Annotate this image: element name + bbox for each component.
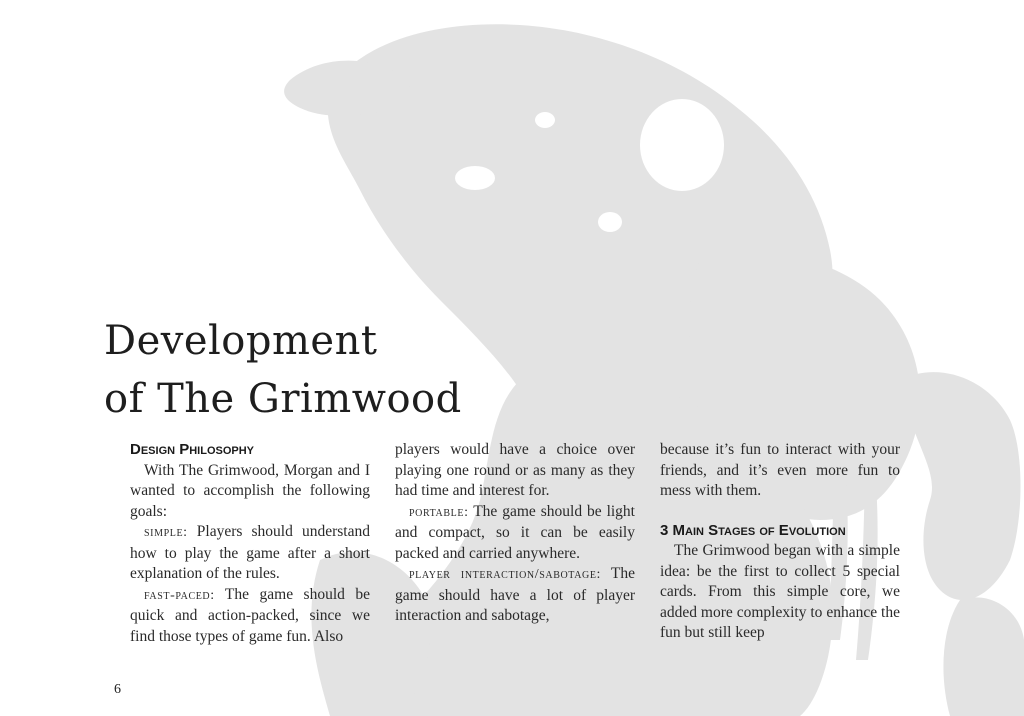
goal-term: fast-paced: (144, 587, 215, 603)
goal-player-interaction (395, 564, 635, 627)
text-column-3 (660, 440, 900, 644)
page-number: 6 (114, 682, 121, 697)
page-title (104, 312, 462, 428)
goal-portable (395, 502, 635, 565)
goal-text: The game should be light and compact, so it can be easily packed and carried anywhere. (395, 502, 635, 562)
title-line-2: of The Grimwood (104, 376, 462, 422)
text-column-1 (130, 440, 370, 647)
goal-text: The game should have a lot of player interaction and sabotage, (395, 565, 635, 624)
paragraph-evolution: The Grimwood began with a simple idea: be the first to collect 5 special cards. From this simple core, we added more complexity to enhance the fun but still keep (660, 542, 900, 641)
paragraph-continuation: players would have a choice over playing one round or as many as they had time and interest for. (395, 441, 635, 499)
goal-simple (130, 522, 370, 585)
goal-term: simple: (144, 525, 188, 540)
goal-fast-paced (130, 585, 370, 648)
section-heading-main-stages: 3 Main Stages of Evolution (660, 521, 846, 539)
paragraph-continuation: because it’s fun to interact with your friends, and it’s even more fun to mess with them. (660, 441, 900, 499)
goal-term: portable: (409, 504, 469, 520)
section-heading-design-philosophy: Design Philosophy (130, 441, 255, 458)
title-line-1: Development (104, 318, 378, 364)
text-column-2 (395, 440, 635, 627)
goal-text: Players should understand how to play the game after a short explanation of the rules. (130, 523, 370, 582)
goal-text: The game should be quick and action-packed, since we find those types of game fun. Also (130, 585, 370, 645)
paragraph-intro: With The Grimwood, Morgan and I wanted to accomplish the following goals: (130, 461, 370, 520)
goal-term: player interaction/sabotage: (409, 567, 602, 582)
